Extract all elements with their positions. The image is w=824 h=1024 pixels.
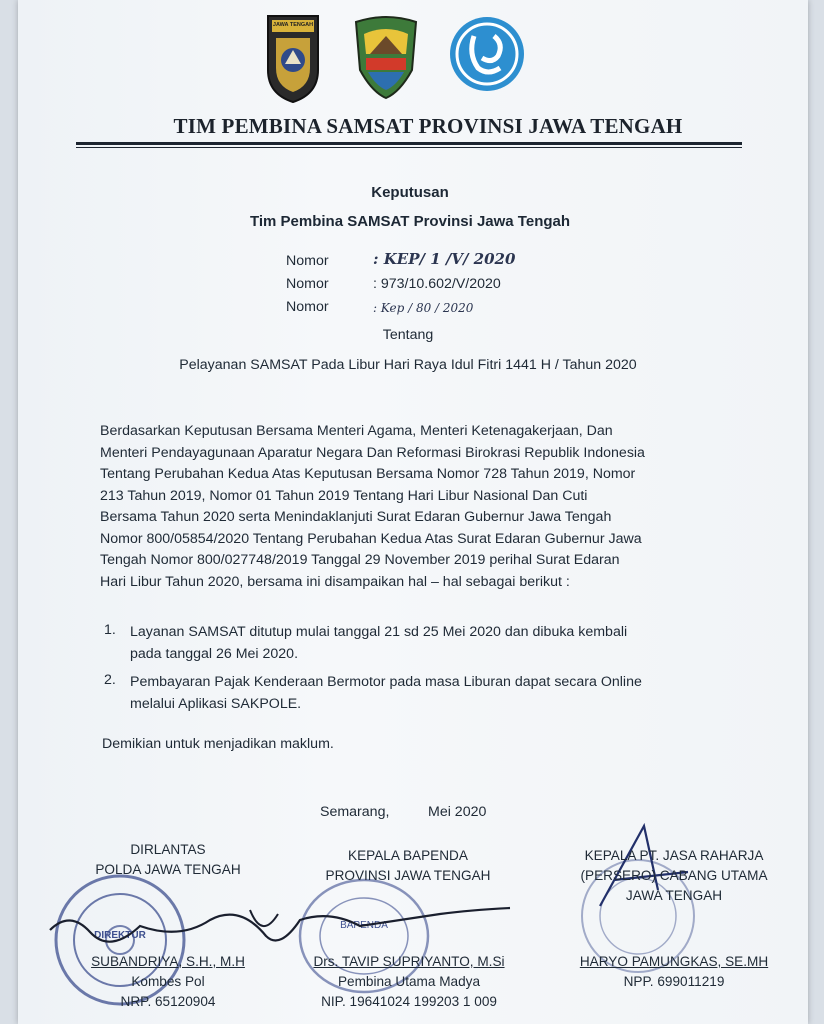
paragraph-line: Hari Libur Tahun 2020, bersama ini disampaikan hal – hal sebagai berikut :	[100, 573, 570, 590]
number-value-3: : Kep / 80 / 2020	[373, 301, 474, 315]
stamp-text: DIREKTUR	[94, 930, 146, 941]
polda-badge-icon	[264, 12, 322, 104]
signatory-jasa-raharja-details	[554, 952, 794, 992]
paragraph-line: Nomor 800/05854/2020 Tentang Perubahan Kedua Atas Surat Edaran Gubernur Jawa	[100, 530, 642, 547]
signatory-name: HARYO PAMUNGKAS, SE.MH	[579, 954, 769, 969]
item-number-2: 2.	[104, 672, 116, 688]
number-label-2: Nomor	[286, 276, 329, 292]
stamp-text: BAPENDA	[340, 920, 388, 931]
date: Mei 2020	[428, 804, 487, 820]
provincial-crest-icon	[350, 14, 422, 100]
signatory-id: NPP. 699011219	[623, 974, 725, 989]
signatory-id: NRP. 65120904	[120, 994, 216, 1009]
badge-text: JAWA TENGAH	[272, 22, 314, 28]
list-item	[130, 622, 740, 665]
number-value-1: : KEP/ 1 /V/ 2020	[373, 250, 516, 268]
paragraph-line: Tentang Perubahan Kedua Atas Keputusan Bersama Nomor 728 Tahun 2019, Nomor	[100, 466, 636, 482]
paragraph-line: Berdasarkan Keputusan Bersama Menteri Agama, Menteri Ketenagakerjaan, Dan	[100, 423, 613, 439]
signatory-title: DIRLANTAS	[130, 842, 206, 857]
decision-title: Keputusan	[371, 184, 449, 201]
organization-title: TIM PEMBINA SAMSAT PROVINSI JAWA TENGAH	[173, 114, 683, 138]
paragraph-line: Menteri Pendayagunaan Aparatur Negara Dan Reformasi Birokrasi Republik Indonesia	[100, 444, 645, 461]
signature-mark-icon	[40, 880, 520, 960]
number-label-3: Nomor	[286, 299, 329, 315]
paragraph-line: Tengah Nomor 800/027748/2019 Tanggal 29 November 2019 perihal Surat Edaran	[100, 552, 620, 568]
number-label-1: Nomor	[286, 253, 329, 269]
signatory-name: Drs. TAVIP SUPRIYANTO, M.Si	[313, 954, 505, 969]
preamble-paragraph	[100, 421, 732, 593]
signatory-title: KEPALA PT. JASA RAHARJA	[584, 848, 764, 863]
signatory-rank: Pembina Utama Madya	[337, 974, 481, 989]
about-label: Tentang	[382, 327, 434, 343]
signatory-rank: Kombes Pol	[131, 974, 205, 989]
jasa-raharja-logo-icon	[448, 14, 526, 94]
signatory-title: JAWA TENGAH	[625, 888, 723, 903]
place: Semarang,	[320, 804, 390, 820]
letterhead-rule	[76, 142, 742, 145]
letterhead-rule-thin	[76, 147, 742, 148]
signatory-police-details	[58, 952, 278, 1012]
number-value-2: : 973/10.602/V/2020	[373, 276, 501, 292]
signatory-id: NIP. 19641024 199203 1 009	[321, 994, 497, 1009]
item-number-1: 1.	[104, 622, 116, 638]
item-line: Layanan SAMSAT ditutup mulai tanggal 21 sd 25 Mei 2020 dan dibuka kembali	[130, 624, 628, 640]
paragraph-line: Bersama Tahun 2020 serta Menindaklanjuti Surat Edaran Gubernur Jawa Tengah	[100, 509, 612, 525]
decision-subtitle: Tim Pembina SAMSAT Provinsi Jawa Tengah	[249, 213, 571, 230]
signatory-bapenda	[288, 846, 528, 886]
signatory-police	[58, 840, 278, 880]
signatory-jasa-raharja	[554, 846, 794, 906]
signatory-bapenda-details	[284, 952, 534, 1012]
signatory-name: SUBANDRIYA, S.H., M.H	[91, 954, 245, 969]
about-subject: Pelayanan SAMSAT Pada Libur Hari Raya Idul Fitri 1441 H / Tahun 2020	[179, 357, 637, 373]
closing-statement: Demikian untuk menjadikan maklum.	[102, 736, 334, 752]
signatory-title: PROVINSI JAWA TENGAH	[325, 868, 491, 883]
signatory-title: KEPALA BAPENDA	[348, 848, 468, 863]
item-line: melalui Aplikasi SAKPOLE.	[130, 695, 302, 712]
paragraph-line: 213 Tahun 2019, Nomor 01 Tahun 2019 Tentang Hari Libur Nasional Dan Cuti	[100, 487, 588, 504]
signatory-title: (PERSERO) CABANG UTAMA	[580, 868, 768, 883]
item-line: pada tanggal 26 Mei 2020.	[130, 645, 299, 662]
signatory-title: POLDA JAWA TENGAH	[95, 862, 241, 877]
letter-page	[18, 0, 808, 1024]
item-line: Pembayaran Pajak Kenderaan Bermotor pada masa Liburan dapat secara Online	[130, 674, 642, 690]
list-item	[130, 672, 740, 715]
